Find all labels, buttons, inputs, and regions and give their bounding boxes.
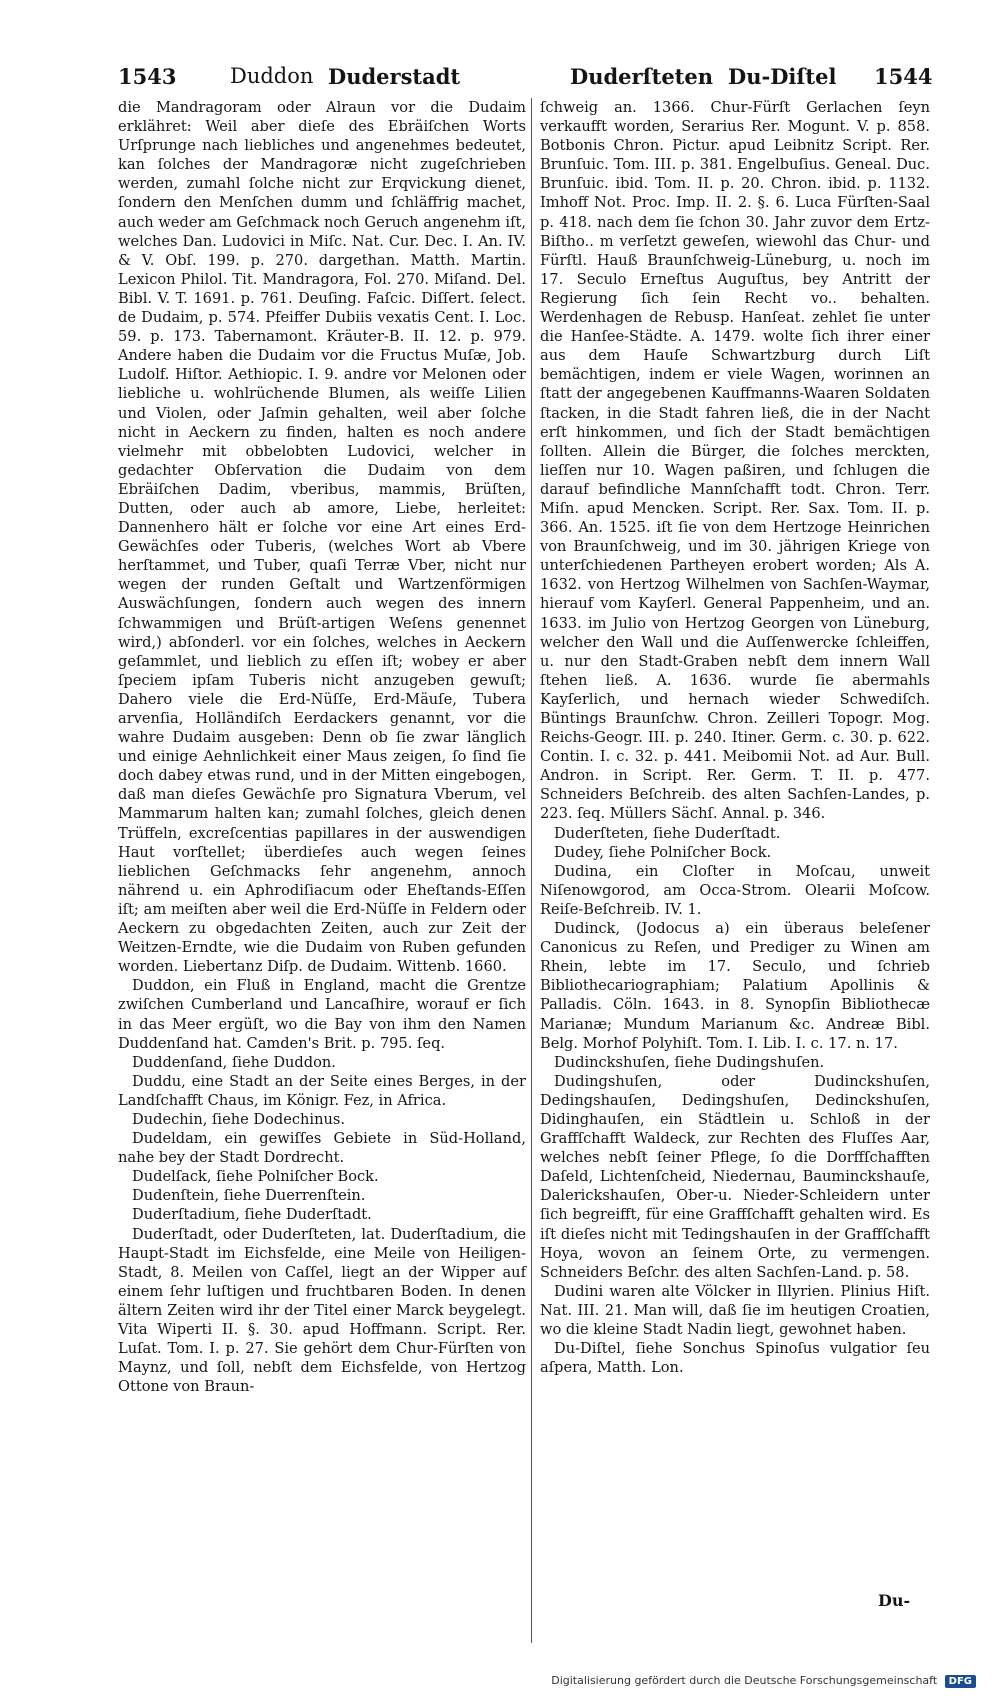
entry-paragraph: Dudinck, (Jodocus a) ein überaus beleſener Canonicus zu Reſen, und Prediger zu Winen am Rhein, lebte im 17. Seculo, und ſchrieb Bibliothecariographiam; Palatium Apollinis & Palladis. Cöln. 1643. in 8. Synopſin Bibliothecæ Marianæ; Mundum Marianum &c. Andreæ Bibl. Belg. Morhof Polyhiſt. Tom. I. Lib. I. c. 17. n. 17. <box>540 920 930 1052</box>
entry-paragraph: Duddenſand, ſiehe Duddon. <box>132 1053 336 1071</box>
entry-paragraph: Dudechin, ſiehe Dodechinus. <box>132 1110 346 1128</box>
header-word-right-1: Duderſteten <box>570 64 714 89</box>
entry-paragraph: Dudingshuſen, oder Dudinckshuſen, Dedingshauſen, Dedingshuſen, Dedinckshuſen, Didinghauſen, ein Städtlein u. Schloß in der Graffſchafft Waldeck, zur Rechten des Fluſſes Aar, welches nebſt ſeiner Pflege, ſo die Dorffſchafften Daſeld, Lichtenſcheid, Niedernau, Bauminckshauſe, Dalerickshauſen, Ober-u. Nieder-Schleidern unter ſich begreifft, für eine Graffſchafft gehalten wird. Es iſt dieſes nicht mit Tedingshauſen in der Graffſchafft Hoya, wovon an ſeinem Orte, zu vermengen. Schneiders Beſchr. des alten Sachſen-Land. p. 58. <box>540 1072 930 1281</box>
digitization-footer <box>551 1674 976 1688</box>
entry-paragraph: Dudelſack, ſiehe Polniſcher Bock. <box>132 1168 379 1186</box>
entry-paragraph: Dudenſtein, ſiehe Duerrenſtein. <box>132 1187 366 1205</box>
entry-paragraph: Duderſteten, ſiehe Duderſtadt. <box>554 824 781 842</box>
entry-paragraph: Dudini waren alte Völcker in Illyrien. Plinius Hiſt. Nat. III. 21. Man will, daß ſie im heutigen Croatien, wo die kleine Stadt Nadin liegt, gewohnet haben. <box>540 1282 930 1338</box>
entry-paragraph: Duderſtadium, ſiehe Duderſtadt. <box>132 1206 372 1224</box>
page-header <box>118 60 933 94</box>
entry-paragraph: ſchweig an. 1366. Chur-Fürſt Gerlachen ſeyn verkaufft worden, Serarius Rer. Mogunt. V. p. 858. Botbonis Chron. Pictur. apud Leibnitz Script. Rer. Brunſuic. Tom. III. p. 381. Engelbuſius. Geneal. Duc. Brunſuic. ibid. Tom. II. p. 20. Chron. ibid. p. 1132. Imhoff Not. Proc. Imp. II. 2. §. 6. Luca Fürſten-Saal p. 418. nach dem ſie ſchon 30. Jahr zuvor dem Ertz-Biſtho.. m verſetzt geweſen, wiewohl das Chur- und Fürſtl. Hauß Braunſchweig-Lüneburg, u. noch im 17. Seculo Erneſtus Auguſtus, bey Antritt der Regierung ſich ſein Recht vo.. behalten. Werdenhagen de Rebusp. Hanſeat. zehlet ſie unter die Hanſee-Städte. A. 1479. wolte ſich ihrer einer aus dem Hauſe Schwartzburg durch Liſt bemächtigen, indem er viele Wagen, worinnen an ſtatt der angegebenen Kauffmanns-Waaren Soldaten ſtacken, in die Stadt fahren ließ, die in der Nacht erſt hinkommen, und ſich der Stadt bemächtigen ſollten. Allein die Bürger, die ſolches merckten, lieſſen nur 10. Wagen paßiren, und ſchlugen die darauf befindliche Mannſchafft todt. Chron. Terr. Miſn. apud Mencken. Script. Rer. Sax. Tom. II. p. 366. An. 1525. iſt ſie von dem Hertzoge Heinrichen von Braunſchweig, und im 30. jährigen Kriege von unterſchiedenen Partheyen erobert worden; Als A. 1632. von Hertzog Wilhelmen von Sachſen-Waymar, hierauf vom Kayſerl. General Pappenheim, und an. 1633. im Julio von Hertzog Georgen von Lüneburg, welcher den Wall und die Auſſenwercke ſchleiffen, u. nur den Stadt-Graben nebſt dem innern Wall ſtehen ließ. A. 1636. wurde ſie abermahls Kayſerlich, und hernach wieder Schwediſch. Büntings Braunſchw. Chron. Zeilleri Topogr. Mog. Reichs-Geogr. III. p. 240. Itiner. Germ. c. 30. p. 622. Contin. I. c. 32. p. 441. Meibomii Not. ad Aur. Bull. Andron. in Script. Rer. Germ. T. II. p. 477. Schneiders Beſchreib. des alten Sachſen-Landes, p. 223. ſeq. Müllers Sächſ. Annal. p. 346. <box>540 99 930 823</box>
dfg-logo: DFG <box>945 1675 976 1688</box>
page-number-left: 1543 <box>118 64 177 89</box>
entry-paragraph: Dudina, ein Cloſter in Moſcau, unweit Niſenowgorod, am Occa-Strom. Olearii Moſcow. Reiſe-Beſchreib. IV. 1. <box>540 862 930 918</box>
entry-paragraph: Duderſtadt, oder Duderſteten, lat. Duderſtadium, die Haupt-Stadt im Eichsfelde, eine Meile von Heiligen-Stadt, 8. Meilen von Caſſel, liegt an der Wipper auf einem ſehr luſtigen und fruchtbaren Boden. In denen ältern Zeiten wird ihr der Titel einer Marck beygelegt. Vita Wiperti II. §. 30. apud Hoffmann. Script. Rer. Luſat. Tom. I. p. 27. Sie gehört dem Chur-Fürſten von Maynz, und ſoll, nebſt dem Eichsfelde, von Hertzog Ottone von Braun- <box>118 1225 526 1396</box>
entry-paragraph: Dudeldam, ein gewiſſes Gebiete in Süd-Holland, nahe bey der Stadt Dordrecht. <box>118 1130 526 1167</box>
page-number-right: 1544 <box>874 64 933 89</box>
header-word-left-1: Duddon <box>230 64 314 88</box>
entry-paragraph: Duddu, eine Stadt an der Seite eines Berges, in der Landſchafft Chaus, im Königr. Fez, in Africa. <box>118 1072 526 1109</box>
right-column <box>540 98 930 1377</box>
entry-paragraph: die Mandragoram oder Alraun vor die Dudaim erklähret: Weil aber dieſe des Ebräiſchen Worts Urſprunge nach liebliches und angenehmes bedeutet, kan ſolches der Mandragoræ nicht zugeſchrieben werden, zumahl ſolche nicht zur Erqvickung dienet, ſondern den Menſchen dumm und ſchläffrig machet, auch weder am Geſchmack noch Geruch angenehm iſt, welches Dan. Ludovici in Miſc. Nat. Cur. Dec. I. An. IV. & V. Obſ. 199. p. 270. dargethan. Matth. Martin. Lexicon Philol. Tit. Mandragora, Fol. 270. Miſand. Del. Bibl. V. T. 1691. p. 761. Deuſing. Faſcic. Diſſert. ſelect. de Dudaim, p. 574. Pfeiffer Dubiis vexatis Cent. I. Loc. 59. p. 173. Tabernamont. Kräuter-B. II. 12. p. 979. Andere haben die Dudaim vor die Fructus Muſæ, Job. Ludolf. Hiſtor. Aethiopic. I. 9. andre vor Melonen oder liebliche u. wohlrüchende Blumen, als weiſſe Lilien und Violen, oder Jaſmin gehalten, weil aber ſolche nicht in Aeckern zu finden, halten es noch andere vielmehr mit obbelobten Ludovici, welcher in gedachter Obſervation die Dudaim von dem Ebräiſchen Dadim, vberibus, mammis, Brüſten, Dutten, oder auch ab amore, Liebe, herleitet: Dannenhero hält er ſolche vor eine Art eines Erd-Gewächſes oder Tuberis, (welches Wort ab Vbere herſtammet, und Tuber, quaſi Terræ Vber, nicht nur wegen der runden Geſtalt und Wartzenförmigen Auswächſungen, ſondern auch wegen des innern ſchwammigen und Brüſt-artigen Weſens genennet wird,) abſonderl. vor ein ſolches, welches in Aeckern geſammlet, und lieblich zu eſſen iſt; wobey er aber ſpeciem ipſam Tuberis nicht anzugeben gewuſt; Dahero viele die Erd-Nüſſe, Erd-Mäuſe, Tubera arvenſia, Holländiſch Eerdackers genannt, vor die wahre Dudaim ausgeben: Denn ob ſie zwar länglich und einige Aehnlichkeit einer Maus zeigen, ſo ſind ſie doch dabey etwas rund, und in der Mitten eingebogen, daß man dieſes Gewächſe pro Signatura Vberum, vel Mammarum halten kan; zumahl ſolches, gleich denen Trüffeln, excreſcentias papillares in der auswendigen Haut vorſtellet; überdieſes auch wegen ſeines lieblichen Geſchmacks ſehr angenehm, annoch nährend u. ein Aphrodiſiacum oder Eheſtands-Eſſen iſt; am meiſten aber weil die Erd-Nüſſe in Feldern oder Aeckern zu obgedachten Zeiten, auch zur Zeit der Weitzen-Erndte, wie die Dudaim von Ruben gefunden worden. Liebertanz Diſp. de Dudaim. Wittenb. 1660. <box>118 99 526 976</box>
entry-paragraph: Duddon, ein Fluß in England, macht die Grentze zwiſchen Cumberland und Lancaſhire, worauf er ſich in das Meer ergüſt, wo die Bay von ihm den Namen Duddenſand hat. Camden's Brit. p. 795. ſeq. <box>118 977 526 1052</box>
column-divider <box>531 98 532 1643</box>
header-word-right-2: Du-Diſtel <box>728 64 837 89</box>
left-column <box>118 98 526 1396</box>
footer-text: Digitalisierung gefördert durch die Deutsche Forschungsgemeinschaft <box>551 1674 938 1687</box>
entry-paragraph: Du-Diſtel, ſiehe Sonchus Spinoſus vulgatior ſeu aſpera, Matth. Lon. <box>540 1340 930 1377</box>
header-word-left-2: Duderstadt <box>328 64 461 89</box>
entry-paragraph: Dudinckshuſen, ſiehe Dudingshuſen. <box>554 1053 825 1071</box>
entry-paragraph: Dudey, ſiehe Polniſcher Bock. <box>554 843 772 861</box>
catchword: Du- <box>878 1591 911 1610</box>
